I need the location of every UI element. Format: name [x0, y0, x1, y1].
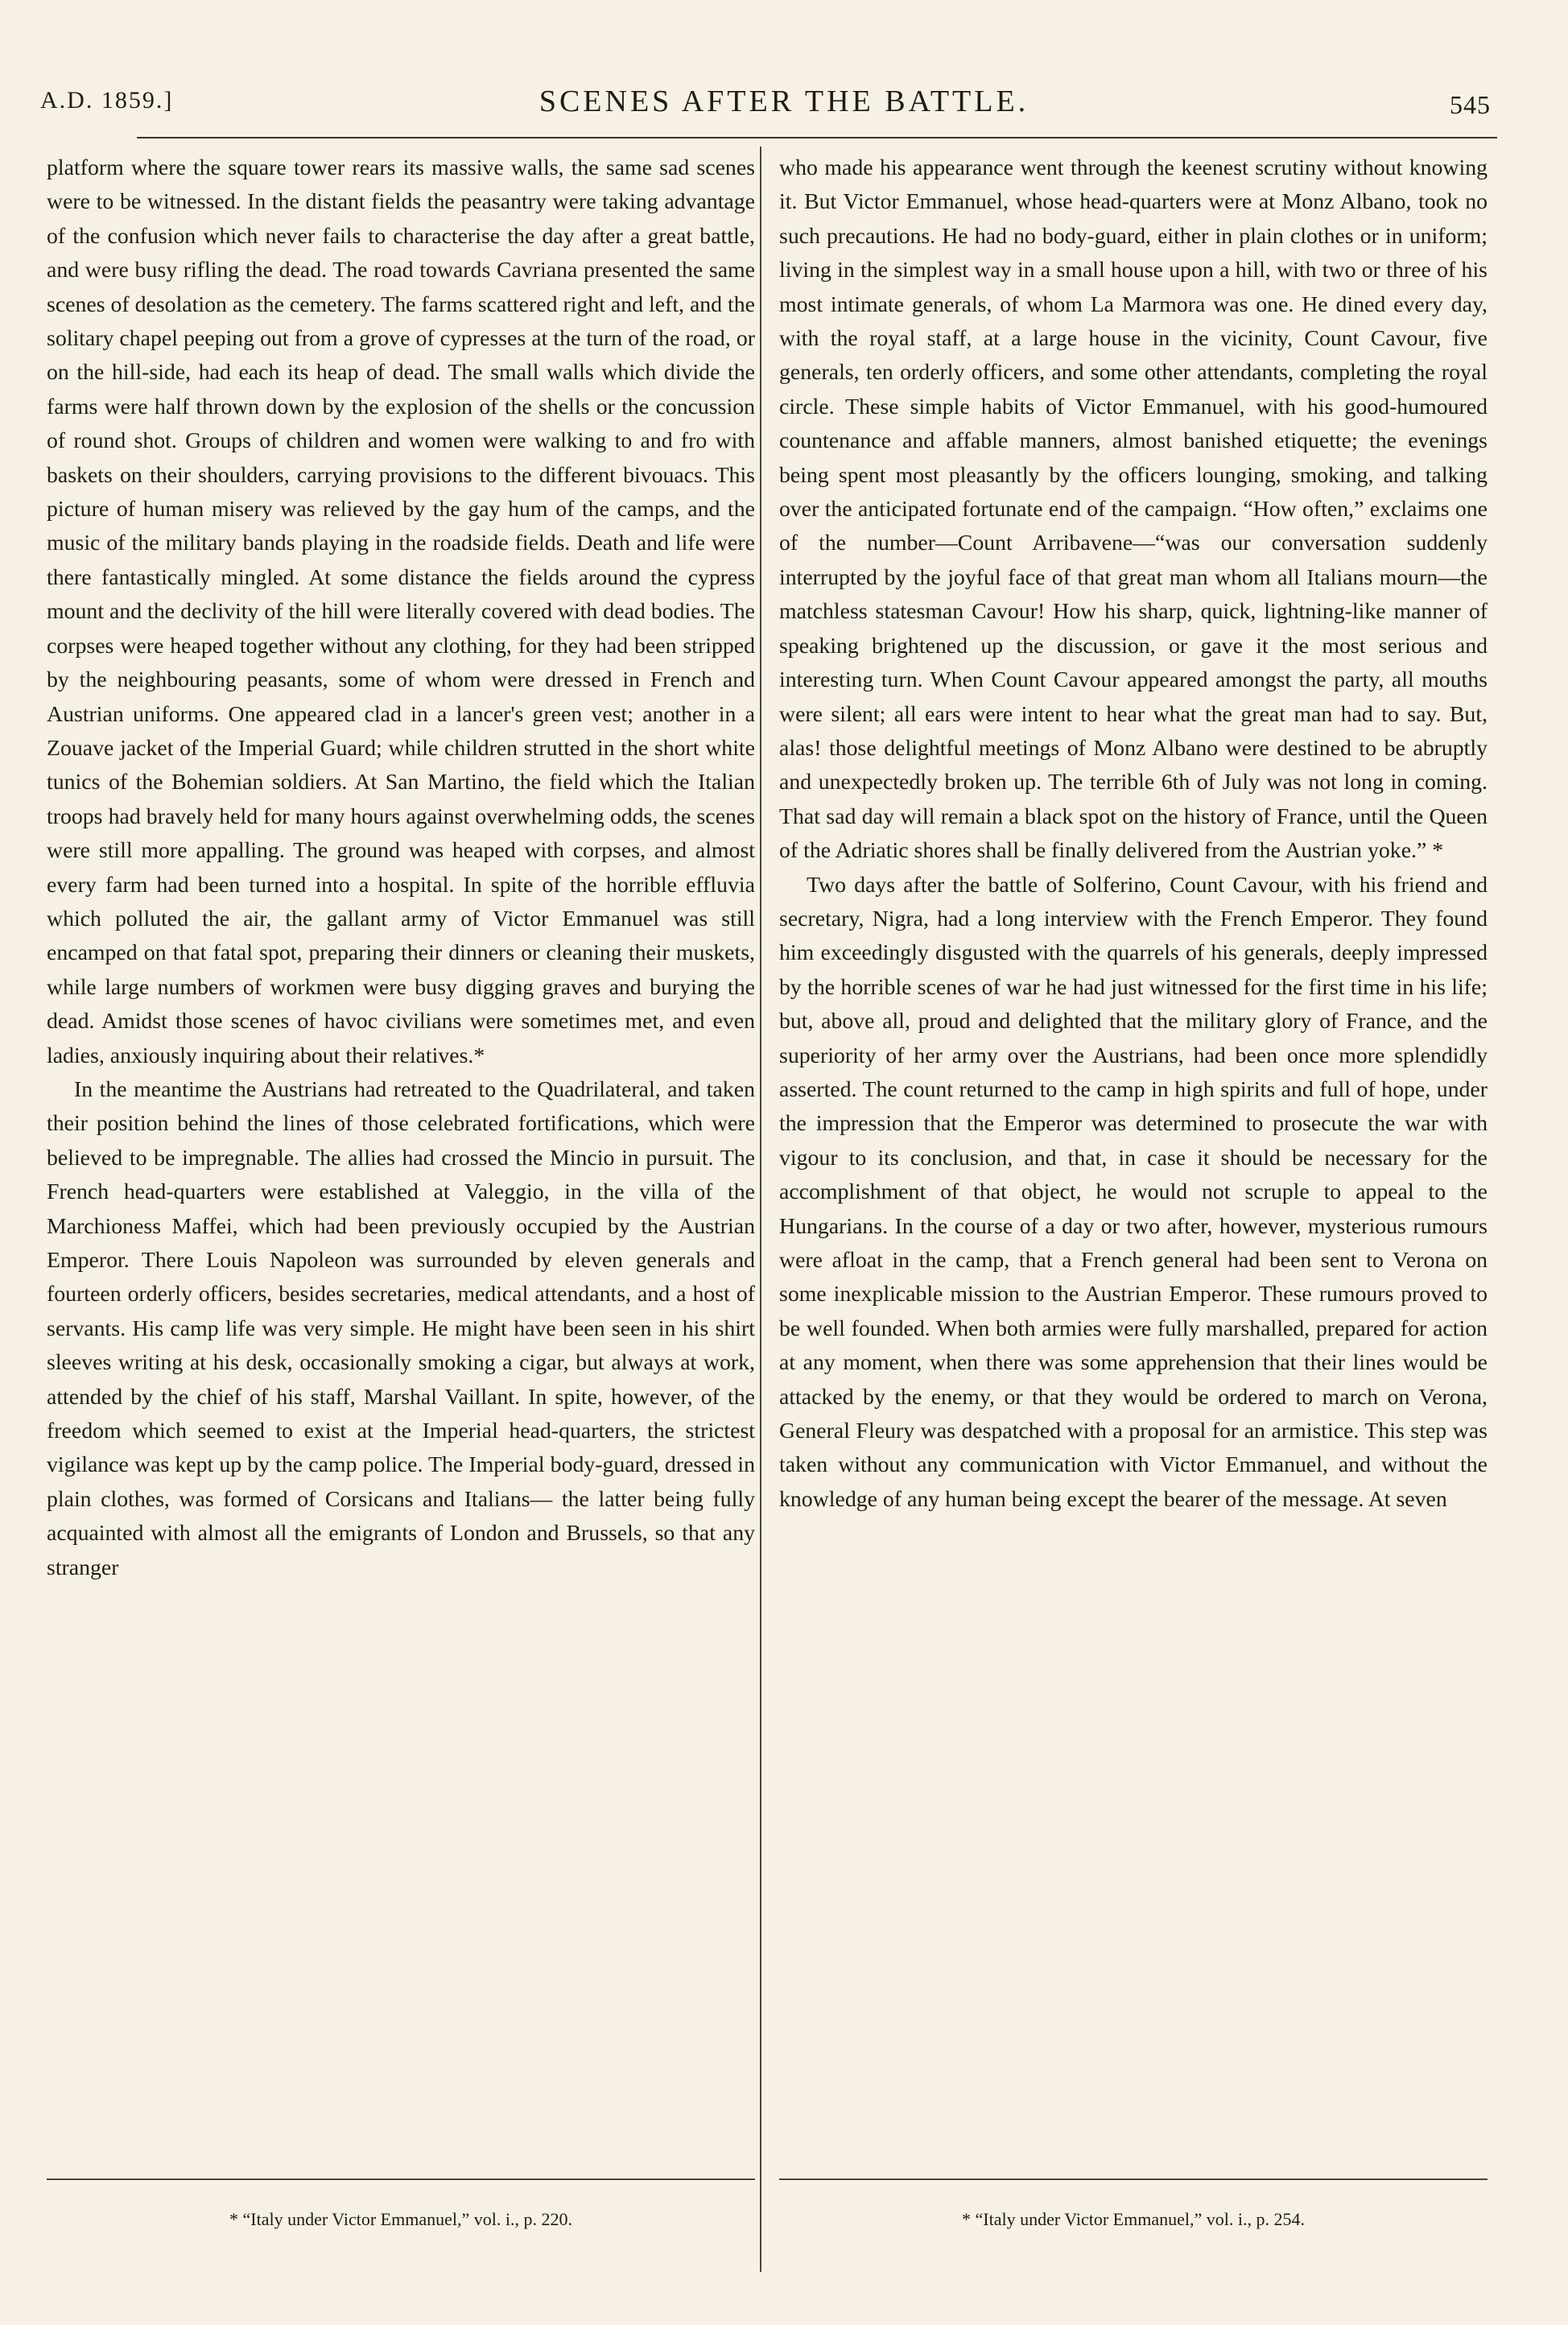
footnote-left: * “Italy under Victor Emmanuel,” vol. i., p. 220.	[229, 2209, 572, 2229]
footnote-rule	[47, 2178, 755, 2180]
paragraph: Two days after the battle of Solferino, Count Cavour, with his friend and secretary, Nigra, had a long interview with the French Emperor. They found him exceedingly disgusted with the quarrels of his generals, deeply impressed by the horrible scenes of war he had just witnessed for the first time in his life; but, above all, proud and delighted that the military glory of France, and the superiority of her army over the Austrians, had been once more splendidly asserted. The count returned to the camp in high spirits and full of hope, under the impression that the Emperor was determined to prosecute the war with vigour to its conclusion, and that, in case it should be necessary for the accomplishment of that object, he would not scruple to appeal to the Hungarians. In the course of a day or two after, however, mysterious rumours were afloat in the camp, that a French general had been sent to Verona on some inexplicable mission to the Austrian Emperor. These rumours proved to be well founded. When both armies were fully marshalled, prepared for action at any moment, when there was some apprehension that their lines would be attacked by the enemy, or that they would be ordered to march on Verona, General Fleury was despatched with a proposal for an armistice. This step was taken without any communication with Victor Emmanuel, and without the knowledge of any human being except the bearer of the message. At seven	[779, 872, 1488, 1512]
header-rule	[137, 137, 1497, 138]
paragraph: In the meantime the Austrians had retreated to the Quadrilateral, and taken their position behind the lines of those celebrated fortifications, which were believed to be impregnable. The allies had crossed the Mincio in pursuit. The French head-quarters were established at Valeggio, in the villa of the Marchioness Maffei, which had been previously occupied by the Austrian Emperor. There Louis Napoleon was surrounded by eleven generals and fourteen orderly officers, besides secretaries, medical attendants, and a host of servants. His camp life was very simple. He might have been seen in his shirt sleeves writing at his desk, occasionally smoking a cigar, but always at work, attended by the chief of his staff, Marshal Vaillant. In spite, however, of the freedom which seemed to exist at the Imperial head-quarters, the strictest vigilance was kept up by the camp police. The Imperial body-guard, dressed in plain clothes, was formed of Corsicans and Italians— the latter being fully acquainted with almost all the emigrants of London and Brussels, so that any stranger	[47, 1076, 755, 1580]
paragraph: who made his appearance went through the keenest scrutiny without knowing it. But Victor Emmanuel, whose head-quarters were at Monz Albano, took no such precautions. He had no body-guard, either in plain clothes or in uniform; living in the simplest way in a small house upon a hill, with two or three of his most intimate generals, of whom La Marmora was one. He dined every day, with the royal staff, at a large house in the vicinity, Count Cavour, five generals, ten orderly officers, and some other attendants, completing the royal circle. These simple habits of Victor Emmanuel, with his good-humoured countenance and affable manners, almost banished etiquette; the evenings being spent most pleasantly by the officers lounging, smoking, and talking over the anticipated fortunate end of the campaign. “How often,” exclaims one of the number—Count Arribavene—“was our conversation suddenly interrupted by the joyful face of that great man whom all Italians mourn—the matchless statesman Cavour! How his sharp, quick, lightning-like manner of speaking brightened up the discussion, or gave it the most serious and interesting turn. When Count Cavour appeared amongst the party, all mouths were silent; all ears were intent to hear what the great man had to say. But, alas! those delightful meetings of Monz Albano were destined to be abruptly and unexpectedly broken up. The terrible 6th of July was not long in coming. That sad day will remain a black spot on the history of France, until the Queen of the Adriatic shores shall be finally delivered from the Austrian yoke.” *	[779, 155, 1488, 864]
footnote-right: * “Italy under Victor Emmanuel,” vol. i., p. 254.	[962, 2209, 1305, 2229]
page-title: SCENES AFTER THE BATTLE.	[538, 85, 1030, 118]
footnote-rule	[779, 2178, 1488, 2180]
paragraph: platform where the square tower rears its massive walls, the same sad scenes were to be witnessed. In the distant fields the peasantry were taking advantage of the confusion which never fails to characterise the day after a great battle, and were busy rifling the dead. The road towards Cavriana presented the same scenes of desolation as the cemetery. The farms scattered right and left, and the solitary chapel peeping out from a grove of cypresses at the turn of the road, or on the hill-side, had each its heap of dead. The small walls which divide the farms were half thrown down by the explosion of the shells or the concussion of round shot. Groups of children and women were walking to and fro with baskets on their shoulders, carrying provisions to the different bivouacs. This picture of human misery was relieved by the gay hum of the camps, and the music of the military bands playing in the roadside fields. Death and life were there fantastically mingled. At some distance the fields around the cypress mount and the declivity of the hill were literally covered with dead bodies. The corpses were heaped together without any clothing, for they had been stripped by the neighbouring peasants, some of whom were dressed in French and Austrian uniforms. One appeared clad in a lancer's green vest; another in a Zouave jacket of the Imperial Guard; while children strutted in the short white tunics of the Bohemian soldiers. At San Martino, the field which the Italian troops had bravely held for many hours against overwhelming odds, the scenes were still more appalling. The ground was heaped with corpses, and almost every farm had been turned into a hospital. In spite of the horrible effluvia which polluted the air, the gallant army of Victor Emmanuel was still encamped on that fatal spot, preparing their dinners or cleaning their muskets, while large numbers of workmen were busy digging graves and burying the dead. Amidst those scenes of havoc civilians were sometimes met, and even ladies, anxiously inquiring about their relatives.*	[47, 155, 755, 1068]
page-number: 545	[1450, 90, 1491, 119]
right-column	[779, 151, 1488, 2164]
column-divider	[760, 147, 761, 2272]
running-head	[0, 81, 1568, 129]
left-column	[47, 151, 755, 2164]
header-date: A.D. 1859.]	[40, 87, 174, 114]
